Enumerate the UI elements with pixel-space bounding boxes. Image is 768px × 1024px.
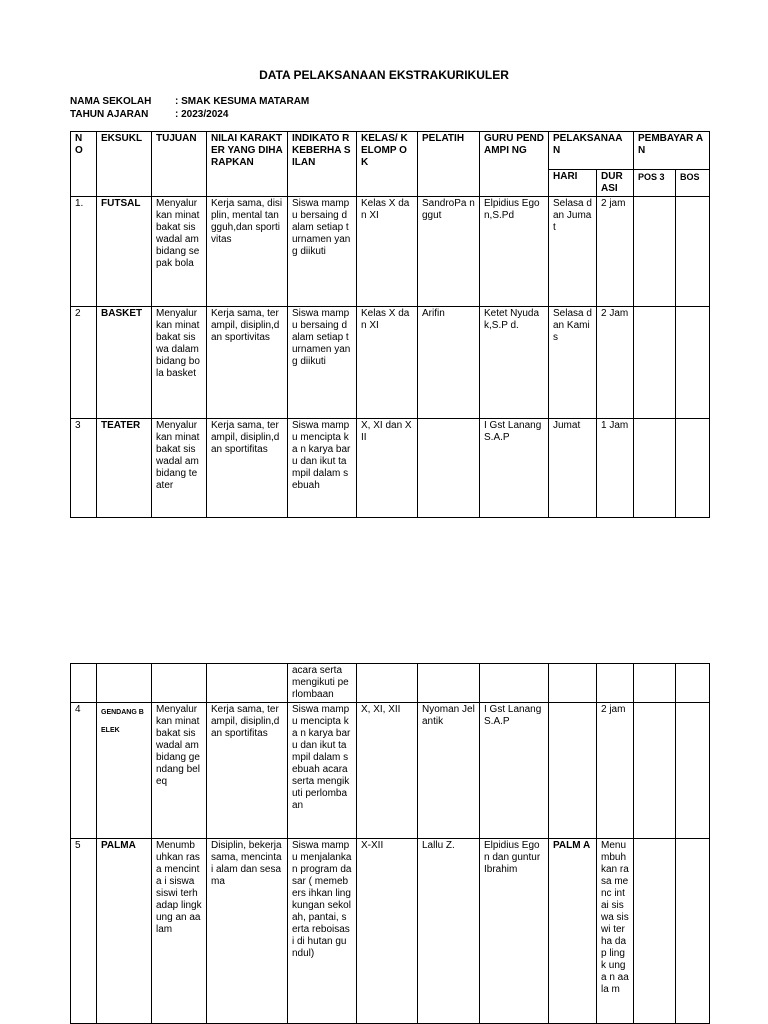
cell-hari: PALM A	[549, 839, 597, 1024]
cell-durasi: 2 jam	[597, 703, 634, 839]
cell-pos3	[634, 197, 676, 307]
table-row	[71, 419, 710, 518]
header-pelaksanaan: PELAKSANAA N	[549, 132, 634, 170]
cell-eskul: TEATER	[97, 419, 152, 518]
cell-bos	[676, 197, 710, 307]
cell-pelatih	[418, 419, 480, 518]
cell-guru: Elpidius Egon,S.Pd	[480, 197, 549, 307]
school-info	[70, 95, 309, 109]
year-value: : 2023/2024	[175, 109, 229, 120]
cell-kelas: X-XII	[357, 839, 418, 1024]
cell-hari	[549, 703, 597, 839]
cell-pos3	[634, 307, 676, 419]
header-tujuan: TUJUAN	[152, 132, 207, 197]
cell-indikator: Siswa mampu mencipta ka n karya baru dan ikut tampil dalam sebuah acara serta mengikuti perlombaan	[288, 703, 357, 839]
cell-bos	[676, 839, 710, 1024]
cell-pos3	[634, 839, 676, 1024]
cell-durasi: 1 Jam	[597, 419, 634, 518]
cell-indikator: Siswa mampu mencipta ka n karya baru dan ikut tampil dalam sebuah	[288, 419, 357, 518]
header-no: N O	[71, 132, 97, 197]
header-hari: HARI	[549, 170, 597, 197]
table-row	[71, 307, 710, 419]
cell-nilai: Disiplin, bekerja sama, mencintai alam dan sesama	[207, 839, 288, 1024]
table-row	[71, 703, 710, 839]
table-row	[71, 839, 710, 1024]
cell-no: 5	[71, 839, 97, 1024]
cell-eskul: BASKET	[97, 307, 152, 419]
cell-hari: Selasa dan Jumat	[549, 197, 597, 307]
header-indikator: INDIKATO R KEBERHA SILAN	[288, 132, 357, 197]
cell-nilai: Kerja sama, terampil, disiplin,dan sportifitas	[207, 703, 288, 839]
cell-kelas: Kelas X dan XI	[357, 307, 418, 419]
header-pembayaran: PEMBAYAR AN	[634, 132, 710, 170]
school-value: : SMAK KESUMA MATARAM	[175, 96, 310, 107]
document-title: DATA PELAKSANAAN EKSTRAKURIKULER	[259, 68, 509, 82]
cell-tujuan: Menyalur kan minat bakat siswadal am bidang gendang beleq	[152, 703, 207, 839]
cell-no: 3	[71, 419, 97, 518]
cell-pos3	[634, 419, 676, 518]
cell-guru: Ketet Nyudak,S.P d.	[480, 307, 549, 419]
cell-no: 1.	[71, 197, 97, 307]
header-durasi: DUR ASI	[597, 170, 634, 197]
header-eskul: EKSUKL	[97, 132, 152, 197]
header-pelatih: PELATIH	[418, 132, 480, 197]
cell-durasi: 2 jam	[597, 197, 634, 307]
cell-hari: Selasa dan Kamis	[549, 307, 597, 419]
cell-nilai: Kerja sama, terampil, disiplin,dan sportivitas	[207, 307, 288, 419]
cell-eskul: FUTSAL	[97, 197, 152, 307]
table-row	[71, 197, 710, 307]
cell-bos	[676, 703, 710, 839]
cell-kelas: X, XI, XII	[357, 703, 418, 839]
cell-indikator: Siswa mampu bersaing dalam setiap turnamen yang diikuti	[288, 307, 357, 419]
cell-nilai: Kerja sama, terampil, disiplin,dan sportifitas	[207, 419, 288, 518]
cell-durasi: 2 Jam	[597, 307, 634, 419]
cell-pelatih: Arifin	[418, 307, 480, 419]
header-nilai: NILAI KARAKTER YANG DIHARAPKAN	[207, 132, 288, 197]
cell-indikator: Siswa mampu bersaing dalam setiap turnamen yang diikuti	[288, 197, 357, 307]
extracurricular-table-page2	[70, 663, 710, 1024]
year-info	[70, 108, 228, 122]
cell-tujuan: Menyalur kan minat bakat siswa dalam bidang bola basket	[152, 307, 207, 419]
header-row	[71, 132, 710, 170]
header-pos3: POS 3	[634, 170, 676, 197]
cell-nilai: Kerja sama, disiplin, mental tangguh,dan sportivitas	[207, 197, 288, 307]
cell-kelas: X, XI dan XII	[357, 419, 418, 518]
cell-pos3	[634, 703, 676, 839]
cell-tujuan: Menyalur kan minat bakat siswadal am bidang teater	[152, 419, 207, 518]
cell-eskul: PALMA	[97, 839, 152, 1024]
year-label: TAHUN AJARAN	[70, 109, 149, 120]
cell-pelatih: SandroPa nggut	[418, 197, 480, 307]
cell-eskul: GENDANG BELEK	[97, 703, 152, 839]
cell-no: 2	[71, 307, 97, 419]
continuation-row	[71, 664, 710, 703]
cell-tujuan: Menyalur kan minat bakat siswadal am bidang sepak bola	[152, 197, 207, 307]
cell-durasi: Menu mbuh kan rasa menc intai siswa siswi terha dap lingk unga n aala m	[597, 839, 634, 1024]
header-bos: BOS	[676, 170, 710, 197]
cell-indikator: Siswa mampu menjalanka n program dasar ( memebers ihkan lingkungan sekolah, pantai, serta reboisasi di hutan gundul)	[288, 839, 357, 1024]
cell-kelas: Kelas X dan XI	[357, 197, 418, 307]
cell-pelatih: Nyoman Jelantik	[418, 703, 480, 839]
cell-hari: Jumat	[549, 419, 597, 518]
cell-indikator-continued: acara serta mengikuti perlombaan	[288, 664, 357, 703]
cell-bos	[676, 419, 710, 518]
cell-pelatih: Lallu Z.	[418, 839, 480, 1024]
header-kelas: KELAS/ KELOMP OK	[357, 132, 418, 197]
cell-tujuan: Menumb uhkan rasa mencinta i siswa siswi terhadap lingkung an aalam	[152, 839, 207, 1024]
school-label: NAMA SEKOLAH	[70, 96, 152, 107]
header-guru: GURU PENDAMPI NG	[480, 132, 549, 197]
cell-guru: Elpidius Egon dan guntur Ibrahim	[480, 839, 549, 1024]
cell-no: 4	[71, 703, 97, 839]
cell-guru: I Gst Lanang S.A.P	[480, 703, 549, 839]
cell-bos	[676, 307, 710, 419]
cell-guru: I Gst Lanang S.A.P	[480, 419, 549, 518]
extracurricular-table-page1	[70, 131, 710, 518]
